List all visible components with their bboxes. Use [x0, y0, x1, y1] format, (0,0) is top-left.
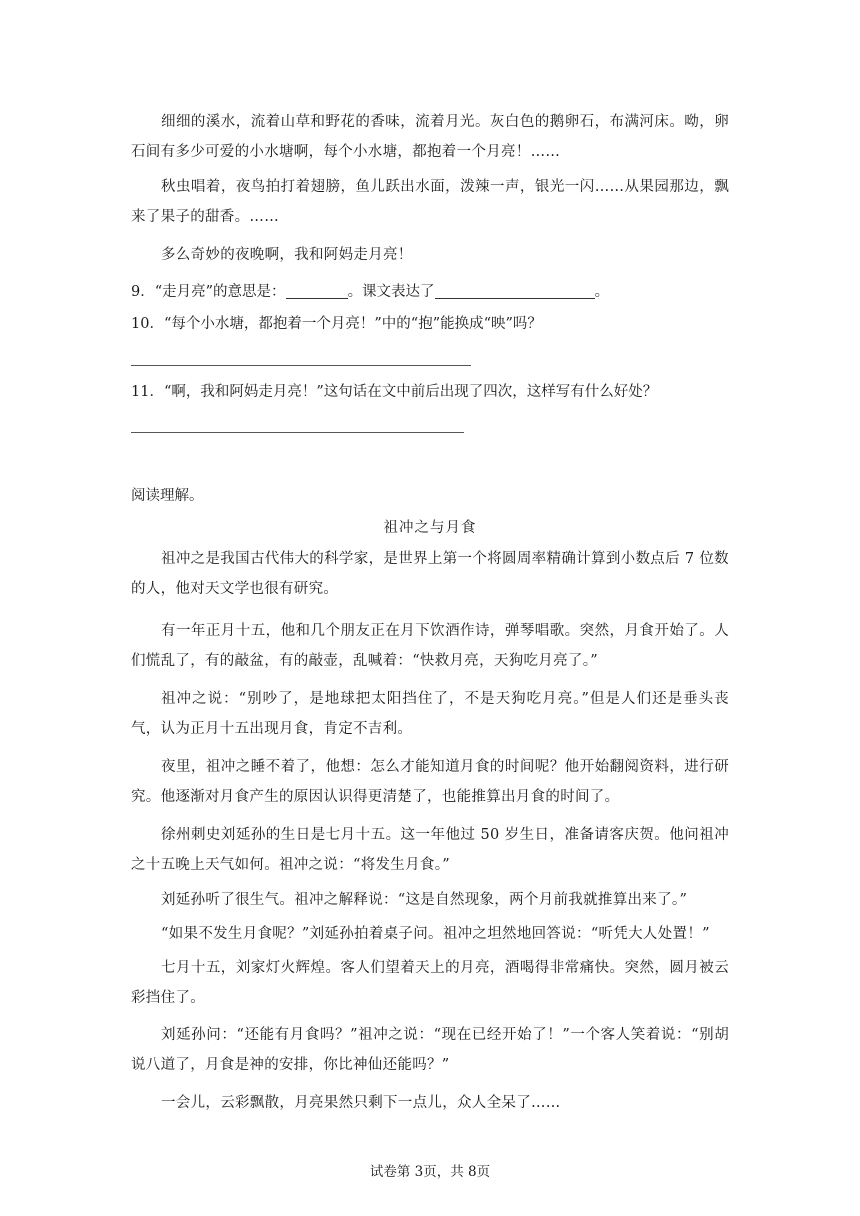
answer-blank[interactable]: [435, 282, 595, 299]
passage-paragraph: 细细的溪水，流着山草和野花的香味，流着月光。灰白色的鹅卵石，布满河床。呦，卵石间有多少可爱的小水塘啊，每个小水塘，都抱着一个月亮！……: [131, 114, 729, 160]
article-paragraph: 七月十五，刘家灯火辉煌。客人们望着天上的月亮，酒喝得非常痛快。突然，圆月被云彩挡住了。: [131, 960, 729, 1006]
article-paragraph: 徐州刺史刘延孙的生日是七月十五。这一年他过 50 岁生日，准备请客庆贺。他问祖冲之十五晚上天气如何。祖冲之说：“将发生月食。”: [131, 827, 729, 873]
question-10: 10．“每个小水塘，都抱着一个月亮！”中的“抱”能换成“映”吗？: [131, 316, 542, 332]
article-paragraph: 祖冲之说：“别吵了，是地球把太阳挡住了，不是天狗吃月亮。”但是人们还是垂头丧气，认为正月十五出现月食，肯定不吉利。: [131, 691, 729, 737]
answer-line[interactable]: [131, 365, 471, 366]
article-paragraph: 祖冲之是我国古代伟大的科学家，是世界上第一个将圆周率精确计算到小数点后 7 位数的人，他对天文学也很有研究。: [131, 551, 729, 597]
answer-blank[interactable]: [286, 282, 348, 299]
article-paragraph: 刘延孙听了很生气。祖冲之解释说：“这是自然现象，两个月前我就推算出来了。”: [161, 892, 688, 908]
question-9: [131, 281, 729, 303]
page-footer: 试卷第 3页，共 8页: [369, 1164, 491, 1180]
section-heading: 阅读理解。: [131, 488, 204, 504]
passage-paragraph: 多么奇妙的夜晚啊，我和阿妈走月亮！: [161, 247, 413, 263]
article-paragraph: 刘延孙问：“还能有月食吗？”祖冲之说：“现在已经开始了！”一个客人笑着说：“别胡说八道了，月食是神的安排，你比神仙还能吗？”: [131, 1027, 729, 1073]
question-9-text-a: 9．“走月亮”的意思是：: [131, 284, 286, 300]
question-11: 11．“啊，我和阿妈走月亮！”这句话在文中前后出现了四次，这样写有什么好处？: [131, 384, 658, 400]
question-9-text-c: 。: [594, 284, 610, 300]
article-paragraph: “如果不发生月食呢？”刘延孙拍着桌子问。祖冲之坦然地回答说：“听凭大人处置！”: [161, 926, 710, 942]
article-paragraph: 一会儿，云彩飘散，月亮果然只剩下一点儿，众人全呆了……: [161, 1095, 561, 1111]
question-9-text-b: 。课文表达了: [347, 284, 435, 300]
article-paragraph: 有一年正月十五，他和几个朋友正在月下饮酒作诗，弹琴唱歌。突然，月食开始了。人们慌乱了，有的敲盆，有的敲壶，乱喊着：“快救月亮，天狗吃月亮了。”: [131, 623, 729, 669]
article-title: 祖冲之与月食: [383, 520, 477, 536]
passage-paragraph: 秋虫唱着，夜鸟拍打着翅膀，鱼儿跃出水面，泼辣一声，银光一闪……从果园那边，飘来了果子的甜香。……: [131, 179, 729, 225]
answer-line[interactable]: [131, 432, 464, 433]
article-paragraph: 夜里，祖冲之睡不着了，他想：怎么才能知道月食的时间呢？他开始翻阅资料，进行研究。他逐渐对月食产生的原因认识得更清楚了，也能推算出月食的时间了。: [131, 759, 729, 805]
